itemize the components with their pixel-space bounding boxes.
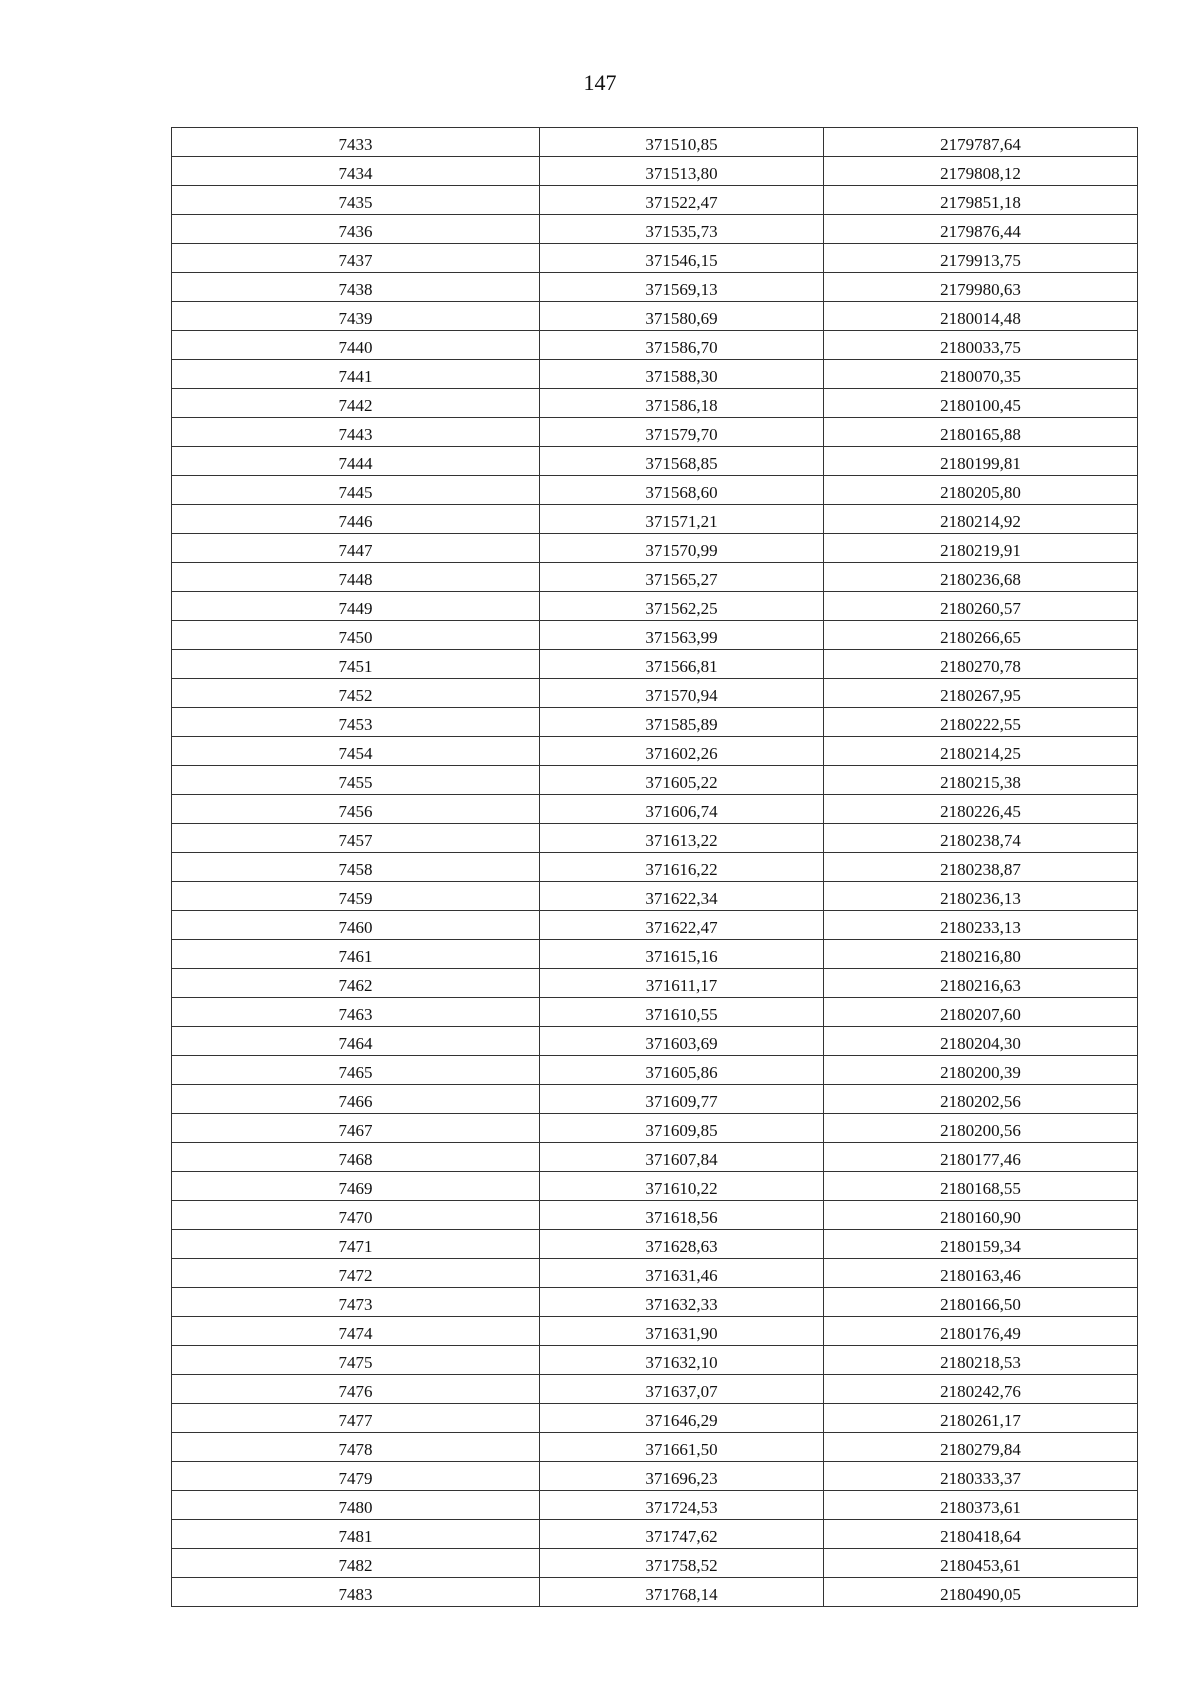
table-row (172, 157, 1138, 186)
x-coordinate-cell: 371580,69 (540, 302, 824, 331)
x-coordinate-cell: 371609,77 (540, 1085, 824, 1114)
x-coordinate-cell: 371618,56 (540, 1201, 824, 1230)
point-number-cell: 7453 (172, 708, 540, 737)
point-number-cell: 7462 (172, 969, 540, 998)
x-coordinate-cell: 371661,50 (540, 1433, 824, 1462)
table-row (172, 1578, 1138, 1607)
table-row (172, 389, 1138, 418)
point-number-cell: 7465 (172, 1056, 540, 1085)
table-row (172, 592, 1138, 621)
table-row (172, 1027, 1138, 1056)
y-coordinate-cell: 2180214,92 (824, 505, 1138, 534)
x-coordinate-cell: 371605,86 (540, 1056, 824, 1085)
point-number-cell: 7437 (172, 244, 540, 273)
y-coordinate-cell: 2180219,91 (824, 534, 1138, 563)
table-row (172, 534, 1138, 563)
table-row (172, 940, 1138, 969)
point-number-cell: 7477 (172, 1404, 540, 1433)
y-coordinate-cell: 2180226,45 (824, 795, 1138, 824)
coordinates-table (171, 127, 1138, 1607)
y-coordinate-cell: 2179980,63 (824, 273, 1138, 302)
point-number-cell: 7471 (172, 1230, 540, 1259)
table-row (172, 1404, 1138, 1433)
table-row (172, 708, 1138, 737)
point-number-cell: 7478 (172, 1433, 540, 1462)
x-coordinate-cell: 371586,18 (540, 389, 824, 418)
x-coordinate-cell: 371603,69 (540, 1027, 824, 1056)
y-coordinate-cell: 2179876,44 (824, 215, 1138, 244)
x-coordinate-cell: 371586,70 (540, 331, 824, 360)
point-number-cell: 7443 (172, 418, 540, 447)
y-coordinate-cell: 2180215,38 (824, 766, 1138, 795)
page-number: 147 (583, 70, 617, 95)
y-coordinate-cell: 2180014,48 (824, 302, 1138, 331)
y-coordinate-cell: 2180205,80 (824, 476, 1138, 505)
y-coordinate-cell: 2180266,65 (824, 621, 1138, 650)
x-coordinate-cell: 371568,85 (540, 447, 824, 476)
point-number-cell: 7445 (172, 476, 540, 505)
point-number-cell: 7468 (172, 1143, 540, 1172)
table-row (172, 998, 1138, 1027)
x-coordinate-cell: 371622,34 (540, 882, 824, 911)
y-coordinate-cell: 2180200,56 (824, 1114, 1138, 1143)
y-coordinate-cell: 2179913,75 (824, 244, 1138, 273)
point-number-cell: 7480 (172, 1491, 540, 1520)
point-number-cell: 7470 (172, 1201, 540, 1230)
point-number-cell: 7459 (172, 882, 540, 911)
x-coordinate-cell: 371570,99 (540, 534, 824, 563)
point-number-cell: 7474 (172, 1317, 540, 1346)
point-number-cell: 7435 (172, 186, 540, 215)
y-coordinate-cell: 2180207,60 (824, 998, 1138, 1027)
y-coordinate-cell: 2179851,18 (824, 186, 1138, 215)
point-number-cell: 7460 (172, 911, 540, 940)
y-coordinate-cell: 2180236,13 (824, 882, 1138, 911)
x-coordinate-cell: 371510,85 (540, 128, 824, 157)
y-coordinate-cell: 2180033,75 (824, 331, 1138, 360)
point-number-cell: 7483 (172, 1578, 540, 1607)
table-row (172, 1346, 1138, 1375)
table-row (172, 969, 1138, 998)
table-row (172, 679, 1138, 708)
x-coordinate-cell: 371546,15 (540, 244, 824, 273)
point-number-cell: 7479 (172, 1462, 540, 1491)
x-coordinate-cell: 371610,22 (540, 1172, 824, 1201)
point-number-cell: 7472 (172, 1259, 540, 1288)
x-coordinate-cell: 371571,21 (540, 505, 824, 534)
y-coordinate-cell: 2180236,68 (824, 563, 1138, 592)
point-number-cell: 7440 (172, 331, 540, 360)
x-coordinate-cell: 371569,13 (540, 273, 824, 302)
y-coordinate-cell: 2180267,95 (824, 679, 1138, 708)
table-row (172, 1520, 1138, 1549)
x-coordinate-cell: 371605,22 (540, 766, 824, 795)
x-coordinate-cell: 371615,16 (540, 940, 824, 969)
point-number-cell: 7446 (172, 505, 540, 534)
table-row (172, 128, 1138, 157)
table-row (172, 1172, 1138, 1201)
x-coordinate-cell: 371513,80 (540, 157, 824, 186)
y-coordinate-cell: 2180100,45 (824, 389, 1138, 418)
point-number-cell: 7442 (172, 389, 540, 418)
y-coordinate-cell: 2180204,30 (824, 1027, 1138, 1056)
point-number-cell: 7458 (172, 853, 540, 882)
table-row (172, 215, 1138, 244)
point-number-cell: 7461 (172, 940, 540, 969)
x-coordinate-cell: 371563,99 (540, 621, 824, 650)
y-coordinate-cell: 2180160,90 (824, 1201, 1138, 1230)
y-coordinate-cell: 2180233,13 (824, 911, 1138, 940)
table-row (172, 853, 1138, 882)
point-number-cell: 7466 (172, 1085, 540, 1114)
table-row (172, 650, 1138, 679)
x-coordinate-cell: 371622,47 (540, 911, 824, 940)
x-coordinate-cell: 371610,55 (540, 998, 824, 1027)
y-coordinate-cell: 2180200,39 (824, 1056, 1138, 1085)
table-row (172, 737, 1138, 766)
point-number-cell: 7456 (172, 795, 540, 824)
x-coordinate-cell: 371613,22 (540, 824, 824, 853)
x-coordinate-cell: 371566,81 (540, 650, 824, 679)
point-number-cell: 7451 (172, 650, 540, 679)
y-coordinate-cell: 2180166,50 (824, 1288, 1138, 1317)
table-row (172, 882, 1138, 911)
table-row (172, 1433, 1138, 1462)
table-row (172, 360, 1138, 389)
y-coordinate-cell: 2180373,61 (824, 1491, 1138, 1520)
y-coordinate-cell: 2180070,35 (824, 360, 1138, 389)
y-coordinate-cell: 2179808,12 (824, 157, 1138, 186)
y-coordinate-cell: 2180333,37 (824, 1462, 1138, 1491)
table-row (172, 1375, 1138, 1404)
table-row (172, 1201, 1138, 1230)
x-coordinate-cell: 371565,27 (540, 563, 824, 592)
x-coordinate-cell: 371724,53 (540, 1491, 824, 1520)
point-number-cell: 7448 (172, 563, 540, 592)
point-number-cell: 7457 (172, 824, 540, 853)
point-number-cell: 7469 (172, 1172, 540, 1201)
x-coordinate-cell: 371568,60 (540, 476, 824, 505)
y-coordinate-cell: 2180242,76 (824, 1375, 1138, 1404)
point-number-cell: 7482 (172, 1549, 540, 1578)
table-row (172, 563, 1138, 592)
y-coordinate-cell: 2180165,88 (824, 418, 1138, 447)
x-coordinate-cell: 371758,52 (540, 1549, 824, 1578)
x-coordinate-cell: 371637,07 (540, 1375, 824, 1404)
table-row (172, 418, 1138, 447)
y-coordinate-cell: 2180214,25 (824, 737, 1138, 766)
x-coordinate-cell: 371609,85 (540, 1114, 824, 1143)
y-coordinate-cell: 2180238,87 (824, 853, 1138, 882)
table-row (172, 1230, 1138, 1259)
y-coordinate-cell: 2180279,84 (824, 1433, 1138, 1462)
x-coordinate-cell: 371631,90 (540, 1317, 824, 1346)
x-coordinate-cell: 371628,63 (540, 1230, 824, 1259)
point-number-cell: 7444 (172, 447, 540, 476)
y-coordinate-cell: 2180453,61 (824, 1549, 1138, 1578)
table-row (172, 1114, 1138, 1143)
table-row (172, 1491, 1138, 1520)
table-row (172, 911, 1138, 940)
table-row (172, 273, 1138, 302)
point-number-cell: 7436 (172, 215, 540, 244)
x-coordinate-cell: 371646,29 (540, 1404, 824, 1433)
table-row (172, 766, 1138, 795)
x-coordinate-cell: 371606,74 (540, 795, 824, 824)
table-row (172, 331, 1138, 360)
y-coordinate-cell: 2180159,34 (824, 1230, 1138, 1259)
y-coordinate-cell: 2180222,55 (824, 708, 1138, 737)
table-row (172, 1317, 1138, 1346)
point-number-cell: 7452 (172, 679, 540, 708)
y-coordinate-cell: 2180238,74 (824, 824, 1138, 853)
point-number-cell: 7438 (172, 273, 540, 302)
x-coordinate-cell: 371535,73 (540, 215, 824, 244)
table-row (172, 447, 1138, 476)
x-coordinate-cell: 371585,89 (540, 708, 824, 737)
table-row (172, 244, 1138, 273)
table-row (172, 1056, 1138, 1085)
table-row (172, 186, 1138, 215)
point-number-cell: 7433 (172, 128, 540, 157)
point-number-cell: 7449 (172, 592, 540, 621)
y-coordinate-cell: 2180176,49 (824, 1317, 1138, 1346)
y-coordinate-cell: 2180218,53 (824, 1346, 1138, 1375)
point-number-cell: 7475 (172, 1346, 540, 1375)
table-row (172, 505, 1138, 534)
table-row (172, 824, 1138, 853)
x-coordinate-cell: 371607,84 (540, 1143, 824, 1172)
x-coordinate-cell: 371632,10 (540, 1346, 824, 1375)
y-coordinate-cell: 2180168,55 (824, 1172, 1138, 1201)
table-row (172, 621, 1138, 650)
point-number-cell: 7467 (172, 1114, 540, 1143)
x-coordinate-cell: 371611,17 (540, 969, 824, 998)
y-coordinate-cell: 2180177,46 (824, 1143, 1138, 1172)
point-number-cell: 7454 (172, 737, 540, 766)
point-number-cell: 7455 (172, 766, 540, 795)
point-number-cell: 7481 (172, 1520, 540, 1549)
x-coordinate-cell: 371768,14 (540, 1578, 824, 1607)
x-coordinate-cell: 371616,22 (540, 853, 824, 882)
table-row (172, 1288, 1138, 1317)
point-number-cell: 7476 (172, 1375, 540, 1404)
table-row (172, 1085, 1138, 1114)
point-number-cell: 7463 (172, 998, 540, 1027)
point-number-cell: 7450 (172, 621, 540, 650)
point-number-cell: 7464 (172, 1027, 540, 1056)
point-number-cell: 7434 (172, 157, 540, 186)
x-coordinate-cell: 371747,62 (540, 1520, 824, 1549)
y-coordinate-cell: 2180261,17 (824, 1404, 1138, 1433)
y-coordinate-cell: 2180260,57 (824, 592, 1138, 621)
x-coordinate-cell: 371632,33 (540, 1288, 824, 1317)
table-row (172, 795, 1138, 824)
y-coordinate-cell: 2180270,78 (824, 650, 1138, 679)
y-coordinate-cell: 2180418,64 (824, 1520, 1138, 1549)
table-row (172, 1462, 1138, 1491)
x-coordinate-cell: 371562,25 (540, 592, 824, 621)
y-coordinate-cell: 2180199,81 (824, 447, 1138, 476)
y-coordinate-cell: 2180216,80 (824, 940, 1138, 969)
point-number-cell: 7473 (172, 1288, 540, 1317)
y-coordinate-cell: 2180490,05 (824, 1578, 1138, 1607)
table-row (172, 1259, 1138, 1288)
table-row (172, 476, 1138, 505)
y-coordinate-cell: 2180216,63 (824, 969, 1138, 998)
table-row (172, 1143, 1138, 1172)
x-coordinate-cell: 371570,94 (540, 679, 824, 708)
y-coordinate-cell: 2179787,64 (824, 128, 1138, 157)
point-number-cell: 7439 (172, 302, 540, 331)
y-coordinate-cell: 2180202,56 (824, 1085, 1138, 1114)
point-number-cell: 7441 (172, 360, 540, 389)
x-coordinate-cell: 371631,46 (540, 1259, 824, 1288)
table-row (172, 302, 1138, 331)
x-coordinate-cell: 371522,47 (540, 186, 824, 215)
coordinates-table-body (172, 128, 1138, 1607)
x-coordinate-cell: 371602,26 (540, 737, 824, 766)
table-row (172, 1549, 1138, 1578)
point-number-cell: 7447 (172, 534, 540, 563)
x-coordinate-cell: 371696,23 (540, 1462, 824, 1491)
x-coordinate-cell: 371588,30 (540, 360, 824, 389)
y-coordinate-cell: 2180163,46 (824, 1259, 1138, 1288)
x-coordinate-cell: 371579,70 (540, 418, 824, 447)
